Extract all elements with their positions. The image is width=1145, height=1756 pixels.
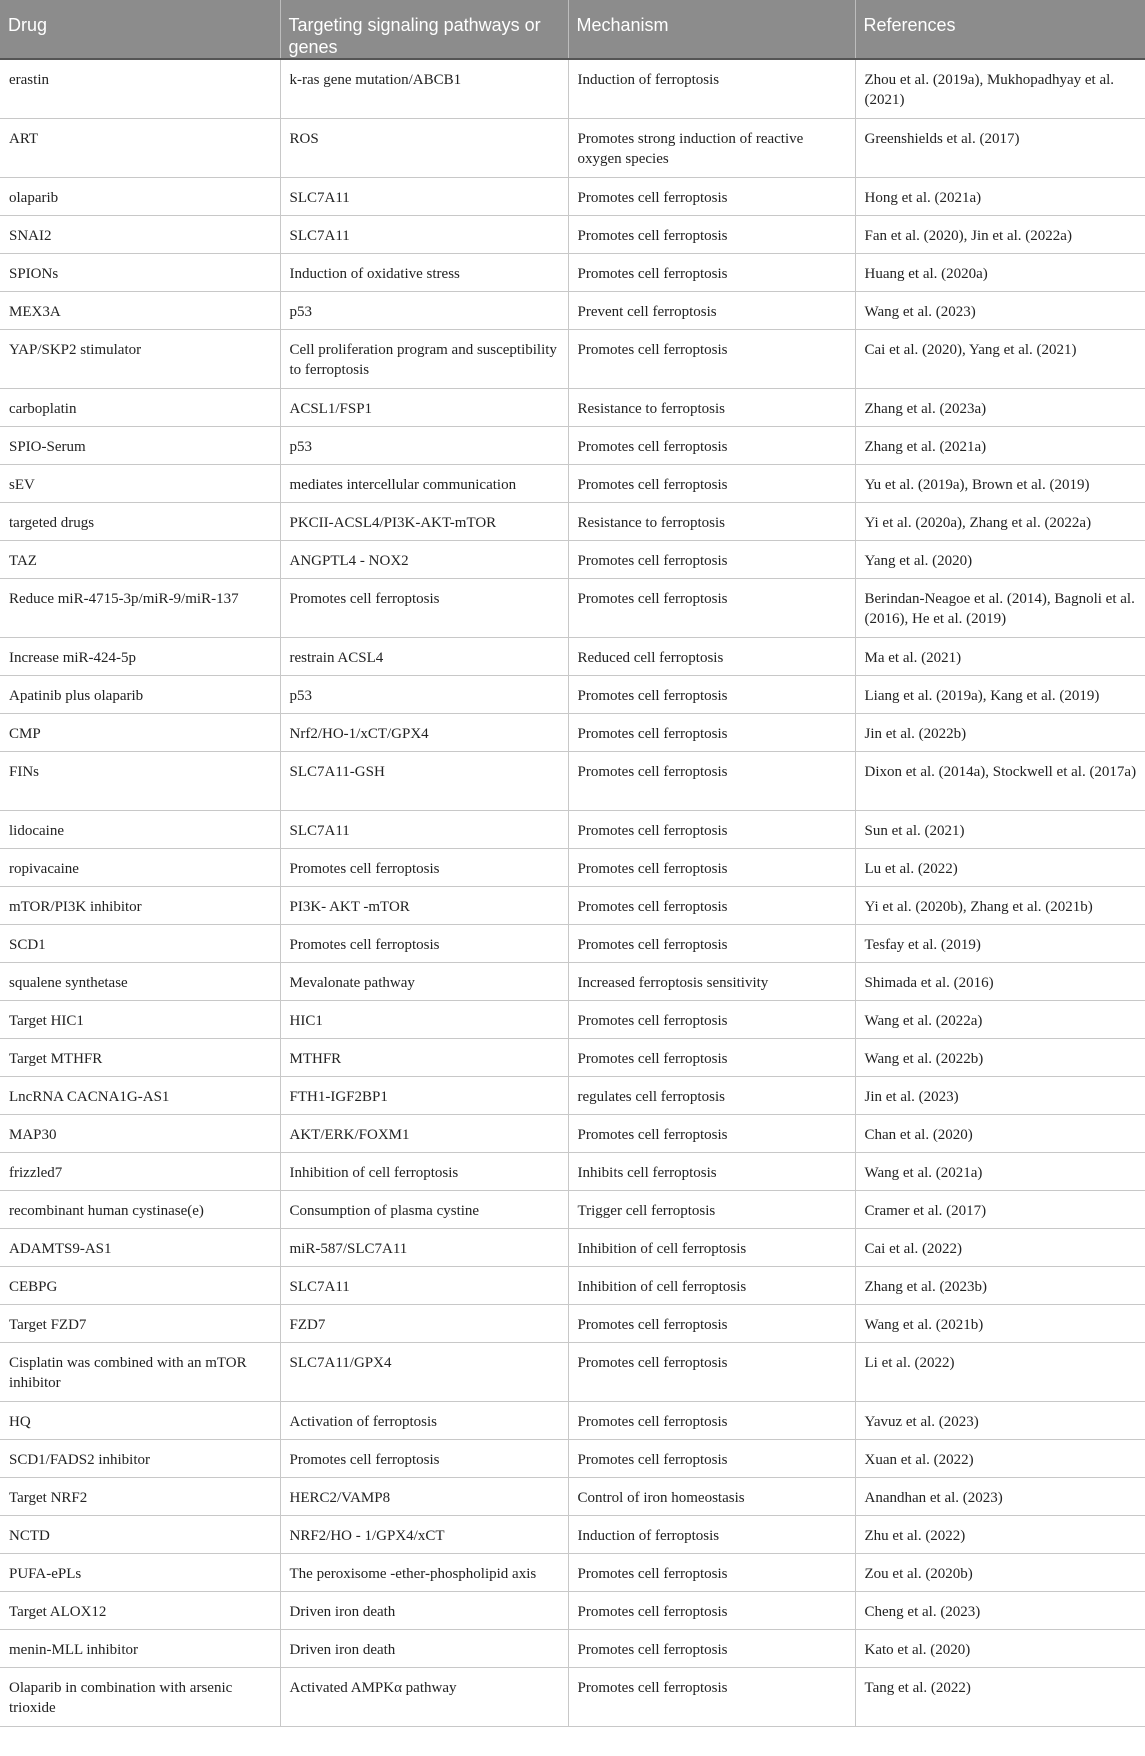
reference-cell: Lu et al. (2022) bbox=[855, 848, 1145, 886]
drug-cell: SNAI2 bbox=[0, 215, 280, 253]
table-row bbox=[0, 1266, 1145, 1304]
reference-cell: Zhu et al. (2022) bbox=[855, 1515, 1145, 1553]
drug-cell: ART bbox=[0, 118, 280, 177]
drug-cell: NCTD bbox=[0, 1515, 280, 1553]
drug-cell: SPIO-Serum bbox=[0, 426, 280, 464]
table-row bbox=[0, 540, 1145, 578]
drug-cell: HQ bbox=[0, 1401, 280, 1439]
mechanism-cell: Promotes cell ferroptosis bbox=[568, 578, 855, 637]
drug-cell: targeted drugs bbox=[0, 502, 280, 540]
reference-cell: Liang et al. (2019a), Kang et al. (2019) bbox=[855, 675, 1145, 713]
mechanism-cell: Promotes cell ferroptosis bbox=[568, 1000, 855, 1038]
pathway-cell: Promotes cell ferroptosis bbox=[280, 924, 568, 962]
pathway-cell: p53 bbox=[280, 426, 568, 464]
pathway-cell: SLC7A11/GPX4 bbox=[280, 1342, 568, 1401]
drug-cell: Target MTHFR bbox=[0, 1038, 280, 1076]
table-row bbox=[0, 751, 1145, 810]
table-row bbox=[0, 253, 1145, 291]
pathway-cell: FZD7 bbox=[280, 1304, 568, 1342]
header-drug: Drug bbox=[0, 0, 280, 59]
mechanism-cell: regulates cell ferroptosis bbox=[568, 1076, 855, 1114]
drug-cell: SPIONs bbox=[0, 253, 280, 291]
header-references: References bbox=[855, 0, 1145, 59]
reference-cell: Dixon et al. (2014a), Stockwell et al. (2017a) bbox=[855, 751, 1145, 810]
table-row bbox=[0, 1076, 1145, 1114]
drug-cell: ropivacaine bbox=[0, 848, 280, 886]
reference-cell: Cai et al. (2022) bbox=[855, 1228, 1145, 1266]
pathway-cell: FTH1-IGF2BP1 bbox=[280, 1076, 568, 1114]
mechanism-cell: Resistance to ferroptosis bbox=[568, 502, 855, 540]
pathway-cell: Driven iron death bbox=[280, 1591, 568, 1629]
reference-cell: Yi et al. (2020a), Zhang et al. (2022a) bbox=[855, 502, 1145, 540]
mechanism-cell: Promotes cell ferroptosis bbox=[568, 540, 855, 578]
reference-cell: Wang et al. (2021a) bbox=[855, 1152, 1145, 1190]
drug-cell: carboplatin bbox=[0, 388, 280, 426]
drug-cell: SCD1 bbox=[0, 924, 280, 962]
drug-cell: PUFA-ePLs bbox=[0, 1553, 280, 1591]
reference-cell: Tesfay et al. (2019) bbox=[855, 924, 1145, 962]
mechanism-cell: Promotes strong induction of reactive oxygen species bbox=[568, 118, 855, 177]
reference-cell: Zhang et al. (2023b) bbox=[855, 1266, 1145, 1304]
pathway-cell: miR-587/SLC7A11 bbox=[280, 1228, 568, 1266]
pathway-cell: p53 bbox=[280, 291, 568, 329]
mechanism-cell: Promotes cell ferroptosis bbox=[568, 426, 855, 464]
reference-cell: Zhou et al. (2019a), Mukhopadhyay et al. (2021) bbox=[855, 59, 1145, 118]
reference-cell: Zhang et al. (2021a) bbox=[855, 426, 1145, 464]
pathway-cell: HIC1 bbox=[280, 1000, 568, 1038]
reference-cell: Chan et al. (2020) bbox=[855, 1114, 1145, 1152]
drug-cell: Increase miR-424-5p bbox=[0, 637, 280, 675]
reference-cell: Yavuz et al. (2023) bbox=[855, 1401, 1145, 1439]
table-row bbox=[0, 291, 1145, 329]
reference-cell: Zou et al. (2020b) bbox=[855, 1553, 1145, 1591]
pathway-cell: Promotes cell ferroptosis bbox=[280, 1439, 568, 1477]
drug-cell: YAP/SKP2 stimulator bbox=[0, 329, 280, 388]
drug-cell: Apatinib plus olaparib bbox=[0, 675, 280, 713]
pathway-cell: Cell proliferation program and susceptibility to ferroptosis bbox=[280, 329, 568, 388]
header-targeting-pathways: Targeting signaling pathways or genes bbox=[280, 0, 568, 59]
pathway-cell: restrain ACSL4 bbox=[280, 637, 568, 675]
pathway-cell: ANGPTL4 - NOX2 bbox=[280, 540, 568, 578]
mechanism-cell: Promotes cell ferroptosis bbox=[568, 1591, 855, 1629]
pathway-cell: SLC7A11-GSH bbox=[280, 751, 568, 810]
mechanism-cell: Trigger cell ferroptosis bbox=[568, 1190, 855, 1228]
table-row bbox=[0, 924, 1145, 962]
drug-cell: ADAMTS9-AS1 bbox=[0, 1228, 280, 1266]
table-row bbox=[0, 1304, 1145, 1342]
drug-cell: Target HIC1 bbox=[0, 1000, 280, 1038]
drug-cell: LncRNA CACNA1G-AS1 bbox=[0, 1076, 280, 1114]
mechanism-cell: Promotes cell ferroptosis bbox=[568, 329, 855, 388]
drug-cell: frizzled7 bbox=[0, 1152, 280, 1190]
drug-cell: menin-MLL inhibitor bbox=[0, 1629, 280, 1667]
table-row bbox=[0, 1401, 1145, 1439]
table-row bbox=[0, 1629, 1145, 1667]
drug-cell: sEV bbox=[0, 464, 280, 502]
mechanism-cell: Promotes cell ferroptosis bbox=[568, 675, 855, 713]
pathway-cell: SLC7A11 bbox=[280, 810, 568, 848]
mechanism-cell: Inhibition of cell ferroptosis bbox=[568, 1228, 855, 1266]
mechanism-cell: Promotes cell ferroptosis bbox=[568, 177, 855, 215]
mechanism-cell: Promotes cell ferroptosis bbox=[568, 215, 855, 253]
drug-cell: FINs bbox=[0, 751, 280, 810]
pathway-cell: Promotes cell ferroptosis bbox=[280, 578, 568, 637]
pathway-cell: PKCII-ACSL4/PI3K-AKT-mTOR bbox=[280, 502, 568, 540]
pathway-cell: NRF2/HO - 1/GPX4/xCT bbox=[280, 1515, 568, 1553]
table-row bbox=[0, 578, 1145, 637]
pathway-cell: HERC2/VAMP8 bbox=[280, 1477, 568, 1515]
drug-cell: olaparib bbox=[0, 177, 280, 215]
drug-cell: MAP30 bbox=[0, 1114, 280, 1152]
pathway-cell: Nrf2/HO-1/xCT/GPX4 bbox=[280, 713, 568, 751]
table-row bbox=[0, 215, 1145, 253]
mechanism-cell: Promotes cell ferroptosis bbox=[568, 1401, 855, 1439]
table-body bbox=[0, 59, 1145, 1726]
reference-cell: Cai et al. (2020), Yang et al. (2021) bbox=[855, 329, 1145, 388]
pathway-cell: PI3K- AKT -mTOR bbox=[280, 886, 568, 924]
reference-cell: Hong et al. (2021a) bbox=[855, 177, 1145, 215]
drug-cell: SCD1/FADS2 inhibitor bbox=[0, 1439, 280, 1477]
reference-cell: Wang et al. (2022b) bbox=[855, 1038, 1145, 1076]
drug-cell: CMP bbox=[0, 713, 280, 751]
reference-cell: Jin et al. (2023) bbox=[855, 1076, 1145, 1114]
mechanism-cell: Promotes cell ferroptosis bbox=[568, 1342, 855, 1401]
mechanism-cell: Promotes cell ferroptosis bbox=[568, 1114, 855, 1152]
mechanism-cell: Resistance to ferroptosis bbox=[568, 388, 855, 426]
mechanism-cell: Prevent cell ferroptosis bbox=[568, 291, 855, 329]
drug-cell: recombinant human cystinase(e) bbox=[0, 1190, 280, 1228]
mechanism-cell: Promotes cell ferroptosis bbox=[568, 1629, 855, 1667]
mechanism-cell: Promotes cell ferroptosis bbox=[568, 924, 855, 962]
table-row bbox=[0, 1228, 1145, 1266]
table-row bbox=[0, 713, 1145, 751]
reference-cell: Cheng et al. (2023) bbox=[855, 1591, 1145, 1629]
pathway-cell: Induction of oxidative stress bbox=[280, 253, 568, 291]
table-row bbox=[0, 637, 1145, 675]
drug-cell: Reduce miR-4715-3p/miR-9/miR-137 bbox=[0, 578, 280, 637]
reference-cell: Xuan et al. (2022) bbox=[855, 1439, 1145, 1477]
pathway-cell: SLC7A11 bbox=[280, 1266, 568, 1304]
pathway-cell: Activation of ferroptosis bbox=[280, 1401, 568, 1439]
mechanism-cell: Reduced cell ferroptosis bbox=[568, 637, 855, 675]
reference-cell: Sun et al. (2021) bbox=[855, 810, 1145, 848]
mechanism-cell: Promotes cell ferroptosis bbox=[568, 464, 855, 502]
drug-cell: Cisplatin was combined with an mTOR inhibitor bbox=[0, 1342, 280, 1401]
table-header bbox=[0, 0, 1145, 59]
table-row bbox=[0, 1152, 1145, 1190]
table-row bbox=[0, 177, 1145, 215]
mechanism-cell: Promotes cell ferroptosis bbox=[568, 1304, 855, 1342]
reference-cell: Jin et al. (2022b) bbox=[855, 713, 1145, 751]
pathway-cell: k-ras gene mutation/ABCB1 bbox=[280, 59, 568, 118]
header-mechanism: Mechanism bbox=[568, 0, 855, 59]
reference-cell: Zhang et al. (2023a) bbox=[855, 388, 1145, 426]
reference-cell: Shimada et al. (2016) bbox=[855, 962, 1145, 1000]
reference-cell: Berindan-Neagoe et al. (2014), Bagnoli et al. (2016), He et al. (2019) bbox=[855, 578, 1145, 637]
pathway-cell: AKT/ERK/FOXM1 bbox=[280, 1114, 568, 1152]
pathway-cell: Inhibition of cell ferroptosis bbox=[280, 1152, 568, 1190]
pathway-cell: Mevalonate pathway bbox=[280, 962, 568, 1000]
drug-cell: squalene synthetase bbox=[0, 962, 280, 1000]
mechanism-cell: Induction of ferroptosis bbox=[568, 1515, 855, 1553]
table-row bbox=[0, 502, 1145, 540]
mechanism-cell: Increased ferroptosis sensitivity bbox=[568, 962, 855, 1000]
pathway-cell: Consumption of plasma cystine bbox=[280, 1190, 568, 1228]
drug-cell: Target FZD7 bbox=[0, 1304, 280, 1342]
pathway-cell: MTHFR bbox=[280, 1038, 568, 1076]
drug-cell: lidocaine bbox=[0, 810, 280, 848]
table-row bbox=[0, 1190, 1145, 1228]
mechanism-cell: Promotes cell ferroptosis bbox=[568, 751, 855, 810]
drug-cell: mTOR/PI3K inhibitor bbox=[0, 886, 280, 924]
reference-cell: Yi et al. (2020b), Zhang et al. (2021b) bbox=[855, 886, 1145, 924]
mechanism-cell: Promotes cell ferroptosis bbox=[568, 1439, 855, 1477]
table-row bbox=[0, 1038, 1145, 1076]
table-row bbox=[0, 1667, 1145, 1726]
pathway-cell: Promotes cell ferroptosis bbox=[280, 848, 568, 886]
table-row bbox=[0, 464, 1145, 502]
reference-cell: Ma et al. (2021) bbox=[855, 637, 1145, 675]
mechanism-cell: Promotes cell ferroptosis bbox=[568, 1553, 855, 1591]
table-row bbox=[0, 1439, 1145, 1477]
pathway-cell: ACSL1/FSP1 bbox=[280, 388, 568, 426]
table-row bbox=[0, 329, 1145, 388]
pathway-cell: SLC7A11 bbox=[280, 215, 568, 253]
table-row bbox=[0, 1477, 1145, 1515]
reference-cell: Li et al. (2022) bbox=[855, 1342, 1145, 1401]
table-row bbox=[0, 1114, 1145, 1152]
reference-cell: Yu et al. (2019a), Brown et al. (2019) bbox=[855, 464, 1145, 502]
pathway-cell: ROS bbox=[280, 118, 568, 177]
mechanism-cell: Promotes cell ferroptosis bbox=[568, 886, 855, 924]
drug-cell: MEX3A bbox=[0, 291, 280, 329]
mechanism-cell: Inhibits cell ferroptosis bbox=[568, 1152, 855, 1190]
mechanism-cell: Induction of ferroptosis bbox=[568, 59, 855, 118]
reference-cell: Kato et al. (2020) bbox=[855, 1629, 1145, 1667]
reference-cell: Greenshields et al. (2017) bbox=[855, 118, 1145, 177]
table-row bbox=[0, 1515, 1145, 1553]
reference-cell: Wang et al. (2021b) bbox=[855, 1304, 1145, 1342]
pathway-cell: p53 bbox=[280, 675, 568, 713]
reference-cell: Cramer et al. (2017) bbox=[855, 1190, 1145, 1228]
mechanism-cell: Promotes cell ferroptosis bbox=[568, 253, 855, 291]
mechanism-cell: Control of iron homeostasis bbox=[568, 1477, 855, 1515]
mechanism-cell: Promotes cell ferroptosis bbox=[568, 713, 855, 751]
header-row bbox=[0, 0, 1145, 59]
table-row bbox=[0, 810, 1145, 848]
reference-cell: Fan et al. (2020), Jin et al. (2022a) bbox=[855, 215, 1145, 253]
table-row bbox=[0, 1342, 1145, 1401]
table-row bbox=[0, 118, 1145, 177]
mechanism-cell: Promotes cell ferroptosis bbox=[568, 848, 855, 886]
table-row bbox=[0, 426, 1145, 464]
pathway-cell: The peroxisome -ether-phospholipid axis bbox=[280, 1553, 568, 1591]
drug-cell: TAZ bbox=[0, 540, 280, 578]
drug-cell: Olaparib in combination with arsenic trioxide bbox=[0, 1667, 280, 1726]
pathway-cell: SLC7A11 bbox=[280, 177, 568, 215]
table-row bbox=[0, 848, 1145, 886]
table-row bbox=[0, 388, 1145, 426]
table-row bbox=[0, 1591, 1145, 1629]
table-row bbox=[0, 675, 1145, 713]
mechanism-cell: Promotes cell ferroptosis bbox=[568, 810, 855, 848]
reference-cell: Tang et al. (2022) bbox=[855, 1667, 1145, 1726]
reference-cell: Anandhan et al. (2023) bbox=[855, 1477, 1145, 1515]
drug-cell: CEBPG bbox=[0, 1266, 280, 1304]
pathway-cell: Activated AMPKα pathway bbox=[280, 1667, 568, 1726]
drug-cell: Target NRF2 bbox=[0, 1477, 280, 1515]
drug-cell: Target ALOX12 bbox=[0, 1591, 280, 1629]
reference-cell: Wang et al. (2023) bbox=[855, 291, 1145, 329]
table-row bbox=[0, 59, 1145, 118]
reference-cell: Yang et al. (2020) bbox=[855, 540, 1145, 578]
mechanism-cell: Promotes cell ferroptosis bbox=[568, 1667, 855, 1726]
mechanism-cell: Inhibition of cell ferroptosis bbox=[568, 1266, 855, 1304]
drug-cell: erastin bbox=[0, 59, 280, 118]
table-row bbox=[0, 1000, 1145, 1038]
pathway-cell: mediates intercellular communication bbox=[280, 464, 568, 502]
table-row bbox=[0, 962, 1145, 1000]
table-row bbox=[0, 1553, 1145, 1591]
mechanism-cell: Promotes cell ferroptosis bbox=[568, 1038, 855, 1076]
reference-cell: Huang et al. (2020a) bbox=[855, 253, 1145, 291]
table-row bbox=[0, 886, 1145, 924]
pathway-cell: Driven iron death bbox=[280, 1629, 568, 1667]
reference-cell: Wang et al. (2022a) bbox=[855, 1000, 1145, 1038]
